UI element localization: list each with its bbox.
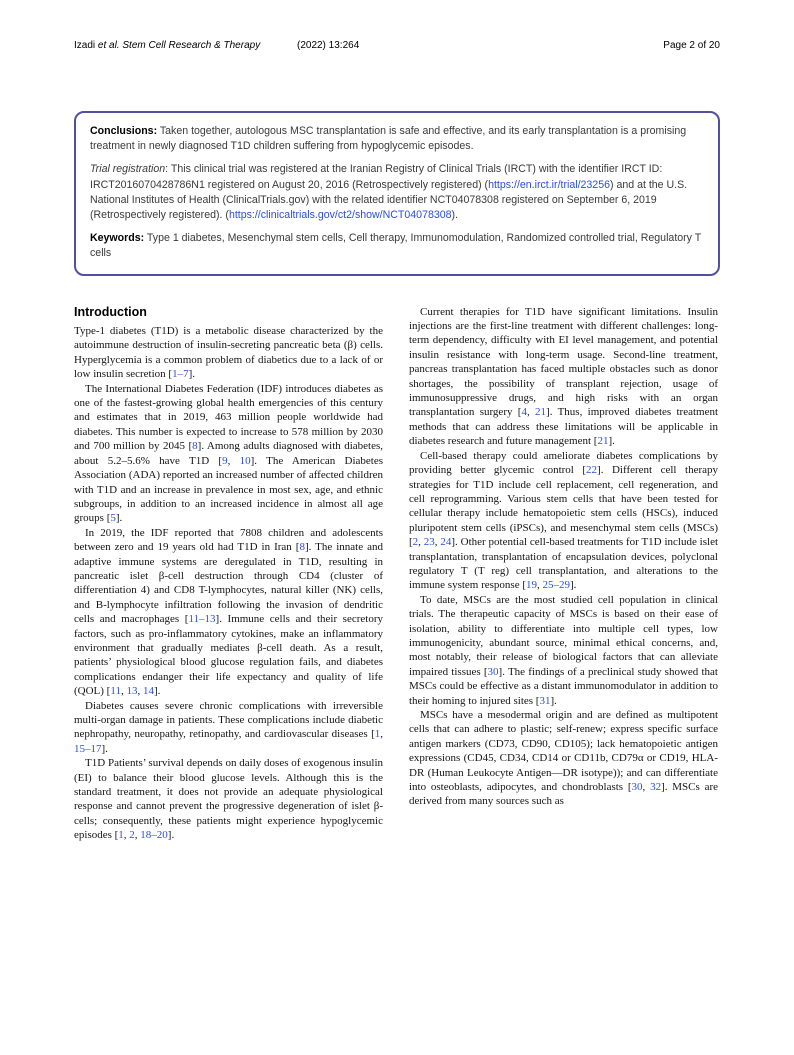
trial-registration-label: Trial registration <box>90 163 166 176</box>
url-link[interactable]: https://en.irct.ir/trial/23256 <box>488 178 610 191</box>
section-title-introduction: Introduction <box>74 304 147 319</box>
citation-link[interactable]: 5 <box>110 512 116 525</box>
citation-link[interactable]: 22 <box>586 464 598 477</box>
citation-link[interactable]: 30 <box>487 665 499 678</box>
author-name: Izadi <box>74 40 96 51</box>
left-column <box>74 305 383 843</box>
keywords-paragraph <box>90 231 704 261</box>
abstract-box <box>74 111 720 276</box>
url-link[interactable]: https://clinicaltrials.gov/ct2/show/NCT04078308 <box>228 209 452 222</box>
citation-link[interactable]: 2 <box>412 536 419 549</box>
keywords-label: Keywords: <box>90 232 145 245</box>
body-paragraph: In 2019, the IDF reported that 7808 children and adolescents between zero and 19 years old had T1D in Iran [8]. The innate and adaptive immune systems are deregulated in T1D, resulting in pancreatic islet β-cell destruction through CD4 (cluster of differentiation 4) and CD8 T-lymphocytes, natural killer (NK) cells, and B-lymphocyte infiltration following the invasion of dendritic cells and macrophages [11–13]. Immune cells and their secretory factors, such as pro-inflammatory cytokines, make an inflammatory environment that gradually mediates β-cell death. As a result, patients’ physiological blood glucose regulation fails, and diabetes complications endanger their life expectancy and quality of life (QOL) [11, 13, 14]. <box>74 526 383 698</box>
journal-title: et al. Stem Cell Research & Therapy <box>97 40 261 51</box>
citation-link[interactable]: 15–17 <box>74 742 102 755</box>
citation-link[interactable]: 10 <box>239 454 251 467</box>
citation-link[interactable]: 31 <box>539 694 551 707</box>
citation-link[interactable]: 24 <box>440 536 452 549</box>
citation-link[interactable]: 9 <box>222 454 228 467</box>
citation-link[interactable]: 32 <box>650 781 662 794</box>
right-column <box>409 305 718 843</box>
body-paragraph: MSCs have a mesodermal origin and are defined as multipotent cells that can adhere to plastic; self-renew; express specific surface antigen markers (CD73, CD90, CD105); lack hematopoietic antigen expressions (CD45, CD34, CD14 or CD11b, CD79α or CD19, HLA-DR (Human Leukocyte Antigen—DR isotype)); and can differentiate into osteoblasts, adipocytes, and chondroblasts [30, 32]. MSCs are derived from many sources such as <box>409 709 719 808</box>
citation-link[interactable]: 11 <box>110 685 121 698</box>
citation-link[interactable]: 23 <box>423 536 435 549</box>
citation-link[interactable]: 1 <box>374 728 381 741</box>
trial-registration-text: : This clinical trial was registered at the Iranian Registry of Clinical Trials (IRCT) with the identifier IRCT ID: IRCT2016070428786N1 registered on August 20, 2016 (Retrospectively registered) (https://en.irct.ir/trial/23256) and at the U.S. National Institutes of Health (ClinicalTrials.gov) with the related identifier NCT04078308 registered on September 6, 2019 (Retrospectively registered). (https://clinicaltrials.gov/ct2/show/NCT04078308). <box>90 163 688 222</box>
citation-link[interactable]: 19 <box>526 579 538 592</box>
body-paragraph: Diabetes causes severe chronic complications with irreversible multi-organ damage in patients. These complications include diabetic nephropathy, neuropathy, retinopathy, and cardiovascular diseases [1, 15–17]. <box>74 699 383 755</box>
page-header <box>74 40 720 51</box>
citation-link[interactable]: 18–20 <box>140 829 168 842</box>
body-paragraph: To date, MSCs are the most studied cell population in clinical trials. The therapeutic capacity of MSCs is based on their ease of isolation, ability to differentiate into multiple cell types, low immunogenicity, abundant source, minimal ethical concerns, and, most notably, their release of biological factors that can alleviate impaired tissues [30]. The findings of a preclinical study showed that MSCs could be effective as a distant immunomodulator in addition to their homing to injured sites [31]. <box>409 593 718 707</box>
citation-link[interactable]: 8 <box>192 440 198 453</box>
page-number: Page 2 of 20 <box>663 40 720 51</box>
citation-link[interactable]: 8 <box>299 541 305 554</box>
main-content <box>74 305 720 843</box>
citation-link[interactable]: 30 <box>631 781 643 794</box>
citation-link[interactable]: 14 <box>142 685 154 698</box>
citation-link[interactable]: 1–7 <box>172 368 189 381</box>
citation-link[interactable]: 21 <box>535 406 547 419</box>
body-paragraph: Type-1 diabetes (T1D) is a metabolic disease characterized by the autoimmune destruction of insulin-secreting pancreatic beta (β) cells. Hyperglycemia is a common problem of diabetics due to a lack of or low insulin secretion [1–7]. <box>74 325 383 381</box>
body-paragraph: The International Diabetes Federation (IDF) introduces diabetes as one of the fastest-growing global health emergencies of this century and estimates that in 2019, 463 million people worldwide had diabetes. This number is expected to increase to 578 million by 2030 and 700 million by 2045 [8]. Among adults diagnosed with diabetes, about 5.2–5.6% have T1D [9, 10]. The American Diabetes Association (ADA) reported an increased number of affected children with T1D and an increase in prevalence in most sex, age, and ethnic subgroups, in addition to an increased incidence in almost all age groups [5]. <box>74 382 384 525</box>
citation-link[interactable]: 4 <box>521 406 527 419</box>
citation-link[interactable]: 25–29 <box>542 579 571 592</box>
citation-link[interactable]: 11–13 <box>188 613 216 626</box>
conclusions-paragraph <box>90 124 704 154</box>
citation-link[interactable]: 2 <box>129 829 135 842</box>
running-head-left <box>74 40 359 51</box>
citation-link[interactable]: 13 <box>126 685 138 698</box>
citation-link[interactable]: 21 <box>597 435 609 448</box>
journal-citation: (2022) 13:264 <box>296 40 360 51</box>
body-paragraph: Cell-based therapy could ameliorate diabetes complications by providing better glycemic control [22]. Different cell therapy strategies for T1D include cell replacement, cell regeneration, and cell reprogramming. Various stem cells that have been tested for cellular therapy include hematopoietic stem cells (HSCs), induced pluripotent stem cells (iPSCs), and mesenchymal stem cells (MSCs) [2, 23, 24]. Other potential cell-based treatments for T1D include islet transplantation, transplantation of encapsulation devices, polyclonal regulatory T (T reg) cell transplantation, and alterations to the immune system response [19, 25–29]. <box>409 449 719 592</box>
trial-registration-paragraph <box>90 162 704 223</box>
conclusions-text: Taken together, autologous MSC transplantation is safe and effective, and its early transplantation is a promising treatment in newly diagnosed T1D children suffering from hypoglycemic episodes. <box>90 125 687 153</box>
citation-link[interactable]: 1 <box>118 829 124 842</box>
conclusions-label: Conclusions: <box>90 125 158 137</box>
body-paragraph: T1D Patients’ survival depends on daily doses of exogenous insulin (EI) to balance their blood glucose levels. Although this is the standard treatment, it does not provide an adequate physiological response and cannot prevent the progressive degeneration of islet β-cells; consequently, these patients might experience hypoglycemic episodes [1, 2, 18–20]. <box>74 757 383 842</box>
body-paragraph: Current therapies for T1D have significant limitations. Insulin injections are the first-line treatment with different challenges: long-term dependency, difficulty with EI level management, and potential insulin resistance with long-term usage. Second-line treatment, pancreas transplantation has faced multiple obstacles such as donor shortages, the possibility of transplant rejection, usage of immunosuppressive drugs, and high risks with an organ transplantation surgery [4, 21]. Thus, improved diabetes treatment methods that can address these limitations will be applicable in diabetes research and future management [21]. <box>409 305 719 448</box>
keywords-text: Type 1 diabetes, Mesenchymal stem cells, Cell therapy, Immunomodulation, Randomized controlled trial, Regulatory T cells <box>90 232 702 260</box>
